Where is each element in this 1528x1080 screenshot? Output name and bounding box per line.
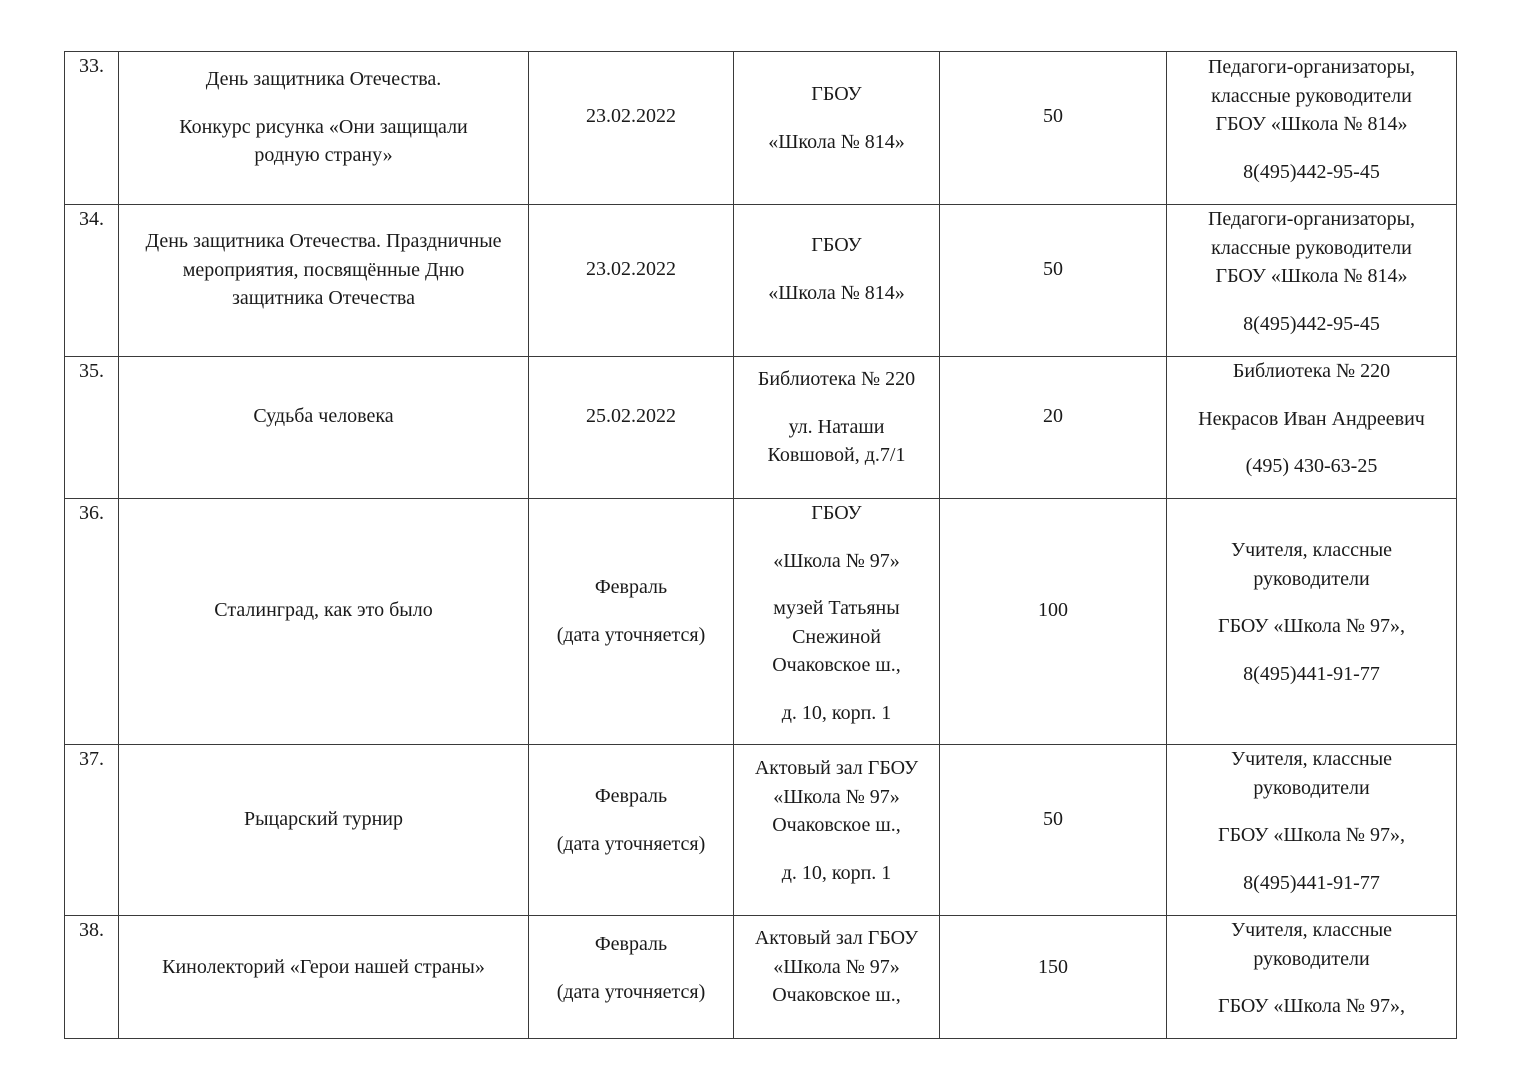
event-line: защитника Отечества: [232, 287, 415, 309]
place-cell: [734, 357, 940, 499]
responsible-line: Некрасов Иван Андреевич: [1198, 407, 1425, 430]
event-line: Конкурс рисунка «Они защищали: [179, 115, 468, 138]
participants-value: 50: [1043, 808, 1063, 830]
responsible-line: Учителя, классные: [1230, 919, 1393, 941]
place-line: «Школа № 97»: [773, 549, 900, 572]
date-line: (дата уточняется): [556, 623, 706, 646]
row-number: 34.: [65, 205, 119, 357]
participants-value: 150: [1038, 956, 1068, 978]
date-line: 25.02.2022: [586, 405, 676, 427]
event-cell: [119, 745, 529, 916]
date-line: (дата уточняется): [556, 980, 706, 1003]
table-row: [65, 357, 1457, 499]
place-line: Библиотека № 220: [757, 368, 916, 390]
date-cell: [529, 357, 734, 499]
place-line: Актовый зал ГБОУ: [754, 757, 919, 779]
responsible-line: ГБОУ «Школа № 97»,: [1218, 995, 1405, 1017]
place-line: «Школа № 97»: [773, 785, 900, 808]
table-row: [65, 205, 1457, 357]
events-table: [64, 51, 1457, 1039]
event-line: День защитника Отечества.: [205, 68, 442, 90]
place-line: Очаковское ш.,: [772, 984, 901, 1006]
participants-value: 50: [1043, 258, 1063, 280]
row-number: 38.: [65, 916, 119, 1039]
responsible-cell: [1167, 357, 1457, 499]
place-line: Очаковское ш.,: [772, 814, 901, 836]
place-cell: [734, 499, 940, 745]
date-line: Февраль: [594, 933, 668, 955]
place-cell: [734, 52, 940, 205]
participants-cell: [940, 357, 1167, 499]
table-row: [65, 745, 1457, 916]
date-cell: [529, 916, 734, 1039]
responsible-line: ГБОУ «Школа № 814»: [1215, 113, 1408, 135]
place-line: ГБОУ: [811, 83, 862, 105]
place-line: музей Татьяны: [773, 597, 900, 619]
responsible-cell: [1167, 499, 1457, 745]
date-cell: [529, 745, 734, 916]
responsible-line: руководители: [1253, 567, 1370, 590]
event-cell: [119, 52, 529, 205]
table-row: [65, 52, 1457, 205]
event-line: Судьба человека: [253, 405, 394, 427]
participants-cell: [940, 205, 1167, 357]
participants-value: 50: [1043, 105, 1063, 127]
responsible-cell: [1167, 916, 1457, 1039]
responsible-line: (495) 430-63-25: [1245, 455, 1378, 477]
responsible-line: 8(495)442-95-45: [1243, 312, 1380, 335]
date-cell: [529, 499, 734, 745]
participants-cell: [940, 745, 1167, 916]
table-row: [65, 499, 1457, 745]
row-number: 37.: [65, 745, 119, 916]
place-line: ГБОУ: [811, 234, 862, 256]
place-cell: [734, 916, 940, 1039]
responsible-line: классные руководители: [1211, 84, 1412, 107]
date-line: 23.02.2022: [586, 105, 676, 127]
event-line: Кинолекторий «Герои нашей страны»: [162, 956, 485, 978]
date-cell: [529, 205, 734, 357]
responsible-cell: [1167, 52, 1457, 205]
responsible-cell: [1167, 745, 1457, 916]
row-number: 35.: [65, 357, 119, 499]
place-cell: [734, 205, 940, 357]
participants-value: 20: [1043, 405, 1063, 427]
event-cell: [119, 205, 529, 357]
responsible-line: 8(495)442-95-45: [1243, 160, 1380, 183]
date-cell: [529, 52, 734, 205]
responsible-line: ГБОУ «Школа № 814»: [1215, 265, 1408, 287]
place-line: Очаковское ш.,: [772, 654, 901, 676]
responsible-line: ГБОУ «Школа № 97»,: [1218, 824, 1405, 846]
place-line: «Школа № 814»: [768, 130, 905, 153]
responsible-line: Педагоги-организаторы,: [1207, 208, 1416, 230]
place-line: ГБОУ: [811, 502, 862, 524]
event-cell: [119, 916, 529, 1039]
date-line: Февраль: [594, 785, 668, 807]
participants-cell: [940, 52, 1167, 205]
responsible-line: Педагоги-организаторы,: [1207, 56, 1416, 78]
responsible-line: Учителя, классные: [1230, 539, 1393, 561]
event-cell: [119, 499, 529, 745]
place-line: Ковшовой, д.7/1: [767, 444, 906, 466]
place-line: д. 10, корп. 1: [781, 861, 892, 884]
events-table-body: [65, 52, 1457, 1039]
place-line: ул. Наташи: [788, 415, 885, 438]
place-line: д. 10, корп. 1: [781, 701, 892, 724]
participants-value: 100: [1038, 599, 1068, 621]
responsible-line: Библиотека № 220: [1232, 360, 1391, 382]
participants-cell: [940, 916, 1167, 1039]
responsible-line: руководители: [1253, 776, 1370, 799]
event-line: мероприятия, посвящённые Дню: [182, 258, 465, 281]
date-line: (дата уточняется): [556, 832, 706, 855]
row-number: 36.: [65, 499, 119, 745]
responsible-line: руководители: [1253, 947, 1370, 970]
table-row: [65, 916, 1457, 1039]
place-line: Актовый зал ГБОУ: [754, 927, 919, 949]
responsible-line: ГБОУ «Школа № 97»,: [1218, 615, 1405, 637]
event-line: Сталинград, как это было: [214, 599, 433, 621]
event-line: Рыцарский турнир: [243, 808, 404, 830]
event-cell: [119, 357, 529, 499]
place-line: Снежиной: [792, 625, 881, 648]
place-line: «Школа № 814»: [768, 281, 905, 304]
responsible-cell: [1167, 205, 1457, 357]
responsible-line: 8(495)441-91-77: [1243, 662, 1380, 685]
date-line: Февраль: [594, 576, 668, 598]
event-line: родную страну»: [254, 144, 393, 166]
place-cell: [734, 745, 940, 916]
place-line: «Школа № 97»: [773, 955, 900, 978]
participants-cell: [940, 499, 1167, 745]
responsible-line: классные руководители: [1211, 236, 1412, 259]
row-number: 33.: [65, 52, 119, 205]
event-line: День защитника Отечества. Праздничные: [145, 230, 502, 252]
date-line: 23.02.2022: [586, 258, 676, 280]
responsible-line: 8(495)441-91-77: [1243, 871, 1380, 894]
responsible-line: Учителя, классные: [1230, 748, 1393, 770]
